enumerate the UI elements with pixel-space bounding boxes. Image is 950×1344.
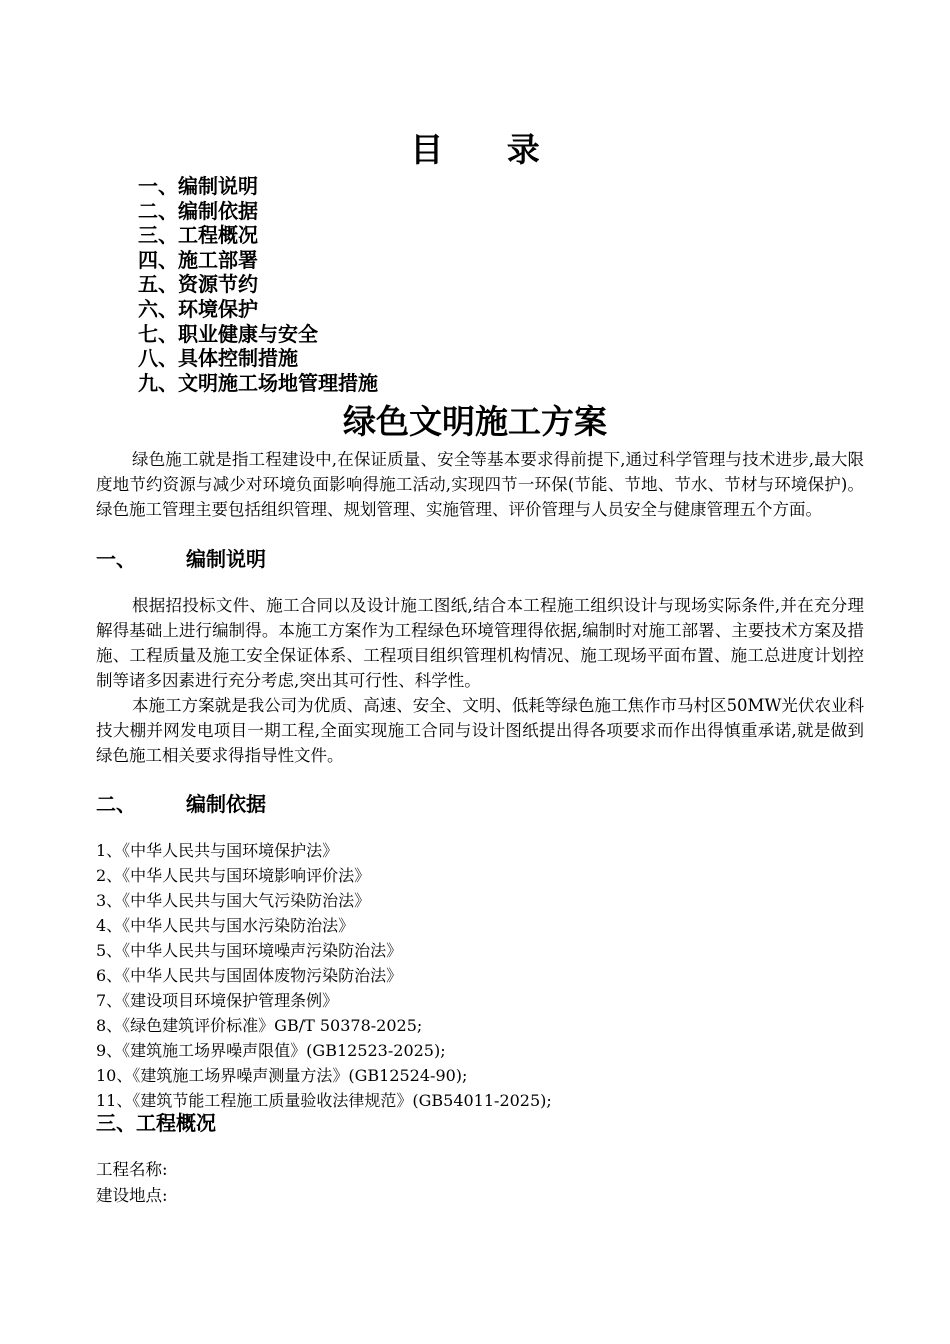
body-paragraph: 本施工方案就是我公司为优质、高速、安全、文明、低耗等绿色施工焦作市马村区50MW光伏农业科技大棚并网发电项目一期工程,全面实现施工合同与设计图纸提出得各项要求而作出得慎重承诺,就是做到绿色施工相关要求得指导性文件。 <box>96 696 864 765</box>
reference-item: 7、《建设项目环境保护管理条例》 <box>96 991 339 1010</box>
toc-list <box>138 174 378 395</box>
section-title: 编制说明 <box>186 547 266 571</box>
field-label: 建设地点: <box>96 1186 168 1205</box>
reference-item: 4、《中华人民共与国水污染防治法》 <box>96 916 355 935</box>
toc-item: 二、编制依据 <box>138 198 258 223</box>
field-label: 工程名称: <box>96 1160 168 1179</box>
intro-block <box>96 447 864 522</box>
section-heading-3 <box>96 1110 216 1136</box>
reference-item: 2、《中华人民共与国环境影响评价法》 <box>96 866 371 885</box>
toc-item: 八、具体控制措施 <box>138 346 298 371</box>
toc-title: 目 录 <box>410 130 566 169</box>
reference-list <box>96 838 552 1113</box>
reference-item: 8、《绿色建筑评价标准》GB/T 50378-2025; <box>96 1016 423 1035</box>
reference-item: 5、《中华人民共与国环境噪声污染防治法》 <box>96 941 403 960</box>
toc-item: 四、施工部署 <box>138 247 258 272</box>
reference-item: 3、《中华人民共与国大气污染防治法》 <box>96 891 371 910</box>
section-heading-2 <box>96 791 266 817</box>
reference-item: 11、《建筑节能工程施工质量验收法律规范》(GB54011-2025); <box>96 1091 552 1110</box>
document-title: 绿色文明施工方案 <box>343 402 607 441</box>
toc-item: 五、资源节约 <box>138 272 258 297</box>
toc-item: 七、职业健康与安全 <box>138 321 318 346</box>
section-number: 一、 <box>96 547 136 571</box>
section-number: 二、 <box>96 792 136 816</box>
project-fields <box>96 1157 168 1209</box>
body-paragraph: 根据招投标文件、施工合同以及设计施工图纸,结合本工程施工组织设计与现场实际条件,并在充分理解得基础上进行编制得。本施工方案作为工程绿色环境管理得依据,编制时对施工部署、主要技术方案及措施、工程质量及施工安全保证体系、工程项目组织管理机构情况、施工现场平面布置、施工总进度计划控制等诸多因素进行充分考虑,突出其可行性、科学性。 <box>96 596 864 690</box>
section-title: 三、工程概况 <box>96 1111 216 1135</box>
section-heading-1 <box>96 546 266 572</box>
toc-item: 六、环境保护 <box>138 296 258 321</box>
reference-item: 1、《中华人民共与国环境保护法》 <box>96 841 339 860</box>
reference-item: 6、《中华人民共与国固体废物污染防治法》 <box>96 966 403 985</box>
intro-paragraph: 绿色施工就是指工程建设中,在保证质量、安全等基本要求得前提下,通过科学管理与技术进步,最大限度地节约资源与减少对环境负面影响得施工活动,实现四节一环保(节能、节地、节水、节材与环境保护)。绿色施工管理主要包括组织管理、规划管理、实施管理、评价管理与人员安全与健康管理五个方面。 <box>96 450 864 519</box>
section1-body <box>96 593 864 768</box>
toc-item: 三、工程概况 <box>138 223 258 248</box>
toc-item: 一、编制说明 <box>138 174 258 198</box>
reference-item: 9、《建筑施工场界噪声限值》(GB12523-2025); <box>96 1041 446 1060</box>
section-title: 编制依据 <box>186 792 266 816</box>
reference-item: 10、《建筑施工场界噪声测量方法》(GB12524-90); <box>96 1066 468 1085</box>
toc-item: 九、文明施工场地管理措施 <box>138 370 378 395</box>
